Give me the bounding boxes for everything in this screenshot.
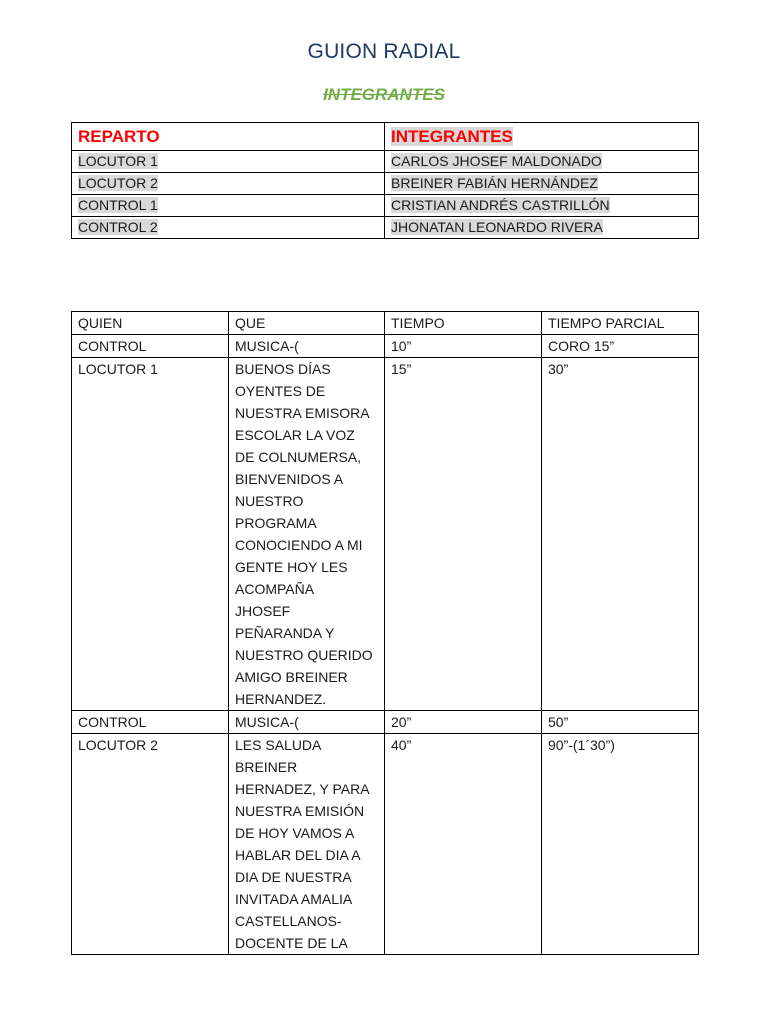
section-subtitle: INTEGRANTES <box>323 85 445 104</box>
script-que: MUSICA-( <box>229 335 385 358</box>
script-quien: CONTROL <box>72 711 229 734</box>
script-header-tiempo-parcial: TIEMPO PARCIAL <box>542 312 699 335</box>
cast-role-cell <box>72 173 385 195</box>
script-tiempo: 10” <box>385 335 542 358</box>
cast-role-cell <box>72 217 385 239</box>
script-quien: LOCUTOR 2 <box>72 734 229 955</box>
cast-role: LOCUTOR 2 <box>78 175 158 191</box>
cast-role-cell <box>72 151 385 173</box>
cast-row <box>72 151 699 173</box>
script-que <box>229 734 385 955</box>
cast-row <box>72 173 699 195</box>
cast-member-cell <box>385 151 699 173</box>
cast-header-integrantes-label: INTEGRANTES <box>391 127 513 146</box>
cast-row <box>72 195 699 217</box>
cast-role: CONTROL 2 <box>78 219 158 235</box>
script-header-quien: QUIEN <box>72 312 229 335</box>
script-quien: CONTROL <box>72 335 229 358</box>
script-tiempo-parcial: CORO 15” <box>542 335 699 358</box>
cast-table <box>71 122 699 239</box>
cast-row <box>72 217 699 239</box>
cast-member-cell <box>385 173 699 195</box>
cast-member-cell <box>385 217 699 239</box>
cast-member: CRISTIAN ANDRÉS CASTRILLÓN <box>391 197 610 213</box>
script-tiempo: 40” <box>385 734 542 955</box>
script-row <box>72 335 699 358</box>
script-tiempo-parcial: 90”-(1´30”) <box>542 734 699 955</box>
cast-header-reparto: REPARTO <box>72 123 385 151</box>
script-tiempo-parcial: 50” <box>542 711 699 734</box>
cast-header-integrantes <box>385 123 699 151</box>
script-que-text: LES SALUDA BREINER HERNADEZ, Y PARA NUESTRA EMISIÓN DE HOY VAMOS A HABLAR DEL DIA A DIA DE NUESTRA INVITADA AMALIA CASTELLANOS- DOCENTE DE LA <box>235 737 370 951</box>
cast-role: CONTROL 1 <box>78 197 158 213</box>
cast-member: CARLOS JHOSEF MALDONADO <box>391 153 602 169</box>
cast-member: JHONATAN LEONARDO RIVERA <box>391 219 603 235</box>
script-header-que: QUE <box>229 312 385 335</box>
cast-member-cell <box>385 195 699 217</box>
script-row <box>72 734 699 955</box>
script-header-row <box>72 312 699 335</box>
script-table <box>71 311 699 955</box>
page-title: GUION RADIAL <box>307 40 461 63</box>
script-row <box>72 358 699 711</box>
script-que: MUSICA-( <box>229 711 385 734</box>
cast-member: BREINER FABIÁN HERNÁNDEZ <box>391 175 598 191</box>
cast-role-cell <box>72 195 385 217</box>
script-tiempo: 15” <box>385 358 542 711</box>
script-que <box>229 358 385 711</box>
script-quien: LOCUTOR 1 <box>72 358 229 711</box>
script-que-text: BUENOS DÍAS OYENTES DE NUESTRA EMISORA ESCOLAR LA VOZ DE COLNUMERSA, BIENVENIDOS A NUESTRO PROGRAMA CONOCIENDO A MI GENTE HOY LES ACOMPAÑA JHOSEF PEÑARANDA Y NUESTRO QUERIDO AMIGO BREINER HERNANDEZ. <box>235 361 373 707</box>
script-tiempo: 20” <box>385 711 542 734</box>
script-row <box>72 711 699 734</box>
cast-header-row <box>72 123 699 151</box>
script-tiempo-parcial: 30” <box>542 358 699 711</box>
script-header-tiempo: TIEMPO <box>385 312 542 335</box>
cast-role: LOCUTOR 1 <box>78 153 158 169</box>
